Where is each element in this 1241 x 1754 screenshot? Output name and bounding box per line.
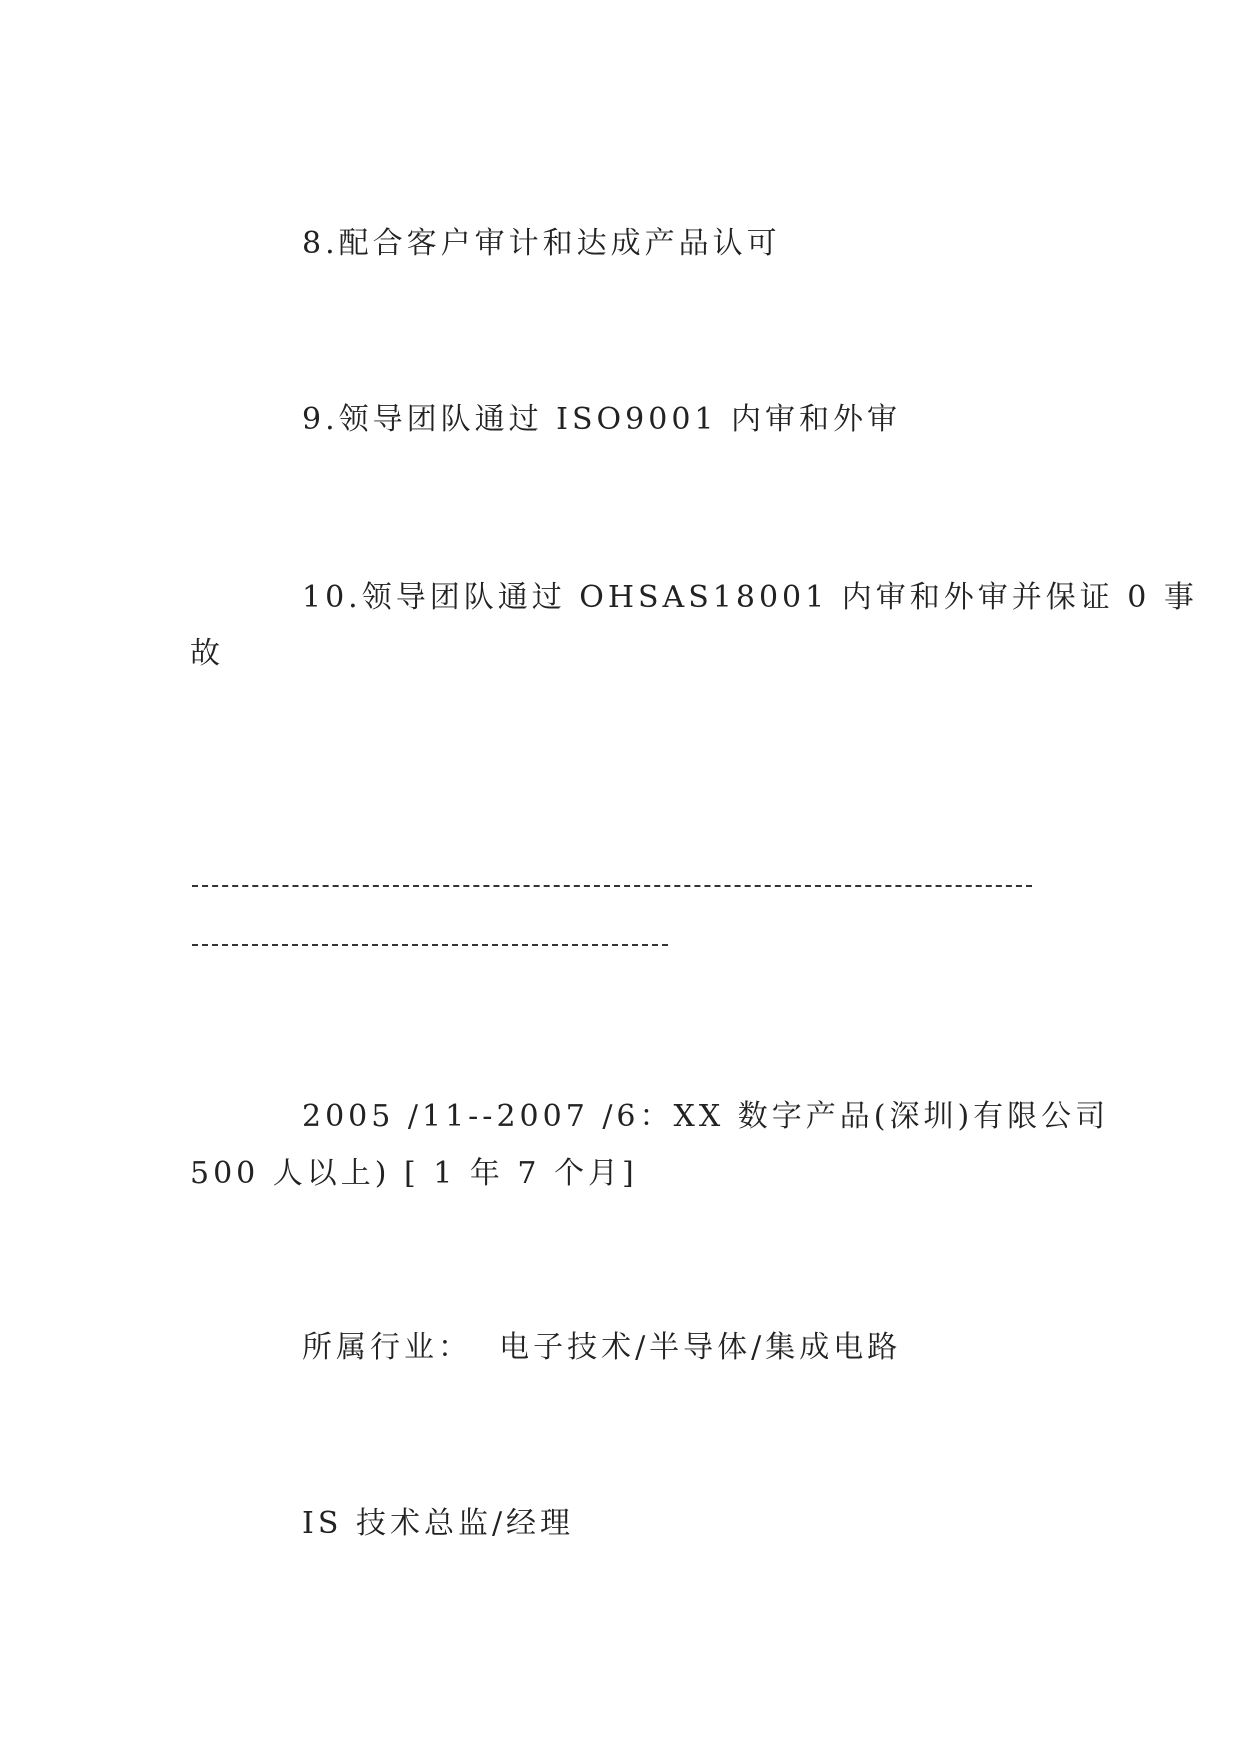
section-divider-line-2: [192, 944, 668, 946]
list-item-10: 10.领导团队通过 OHSAS18001 内审和外审并保证 0 事: [302, 580, 1198, 615]
section-divider-line-1: [192, 885, 1032, 887]
industry-line: 所属行业： 电子技术/半导体/集成电路: [302, 1330, 902, 1365]
list-item-10-continuation: 故: [190, 636, 224, 671]
list-item-9: 9.领导团队通过 ISO9001 内审和外审: [302, 402, 902, 437]
employment-period: 2005 /11--2007 /6：XX 数字产品(深圳)有限公司: [302, 1099, 1110, 1134]
company-size: 500 人以上) [ 1 年 7 个月]: [190, 1156, 638, 1191]
job-title: IS 技术总监/经理: [302, 1506, 575, 1541]
list-item-8: 8.配合客户审计和达成产品认可: [302, 226, 781, 261]
